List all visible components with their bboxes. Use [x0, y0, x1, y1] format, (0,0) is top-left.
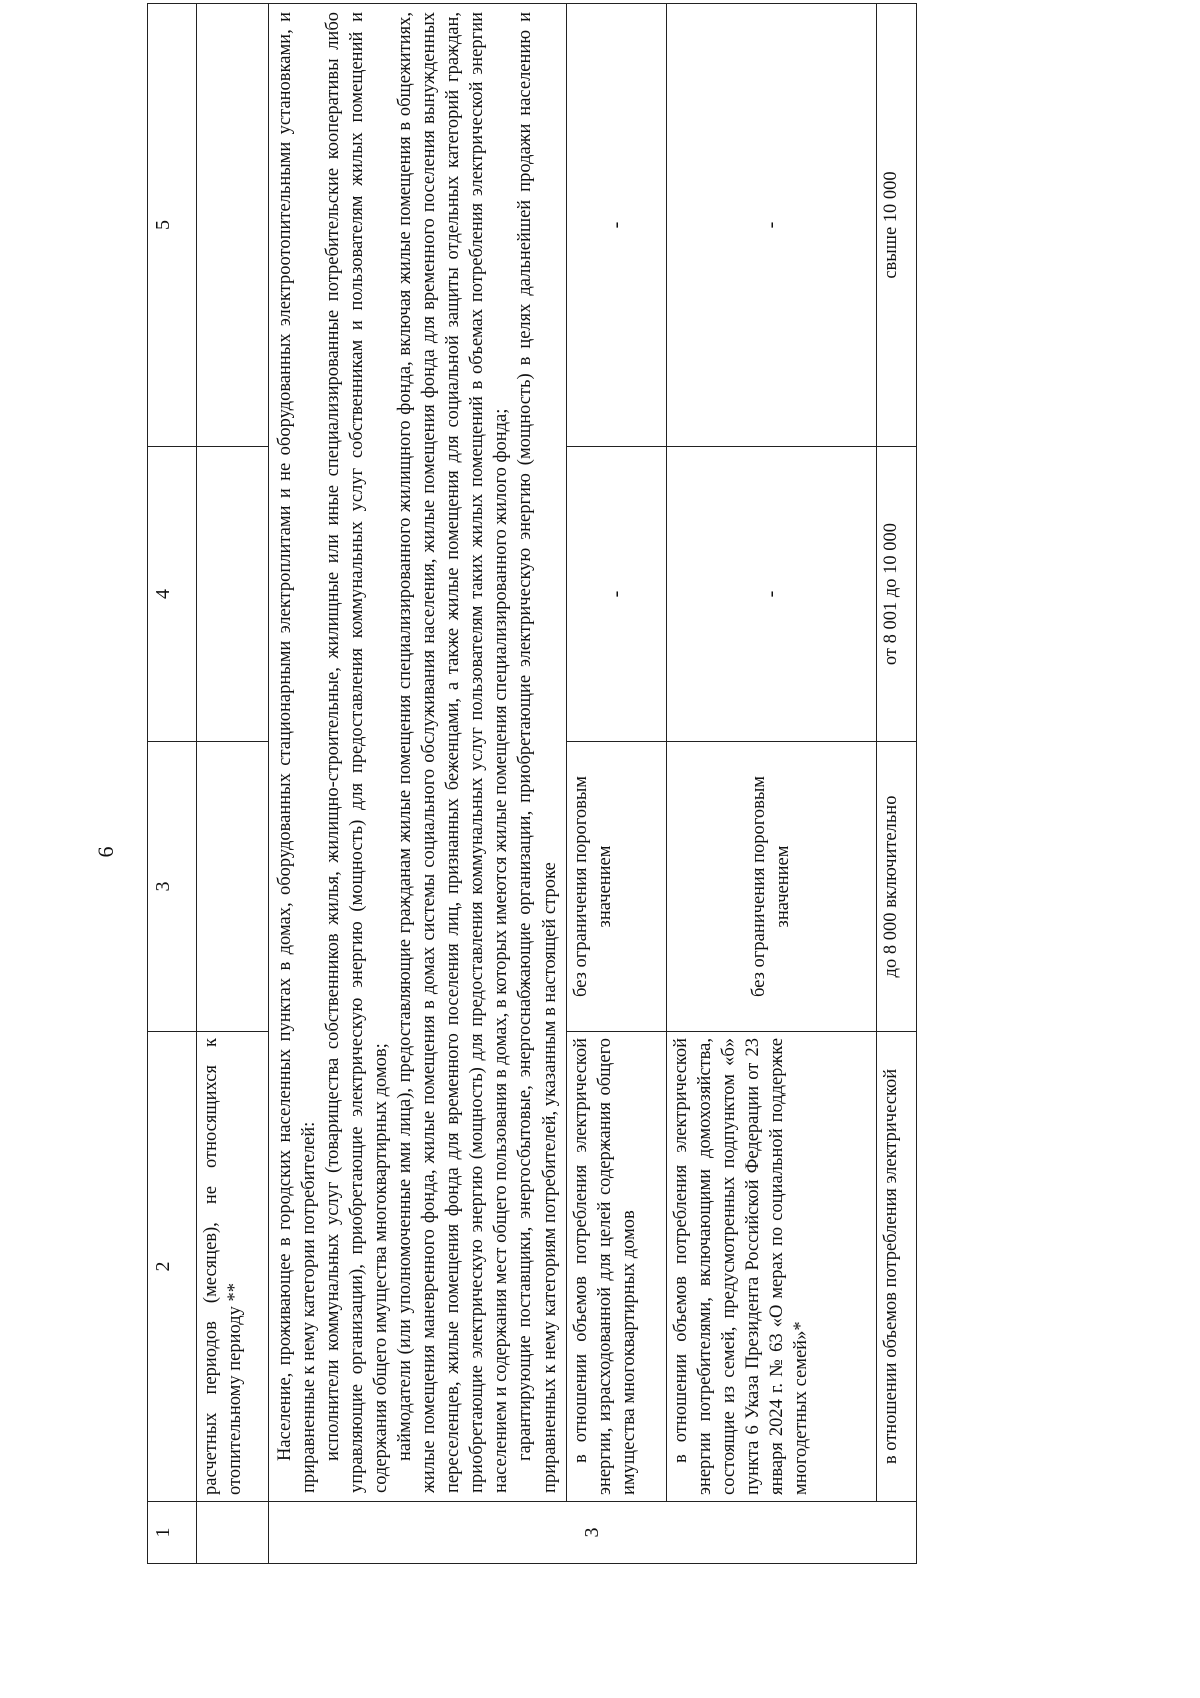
row-description: в отношении объемов потребления электрической энергии, израсходованной для целей содержания общего имущества многоквартирных домов — [566, 1032, 666, 1502]
column-header-2: 2 — [148, 1032, 197, 1502]
column-header-5: 5 — [148, 4, 197, 447]
continuation-empty-cell — [197, 447, 269, 742]
continuation-row — [197, 4, 269, 1564]
column-header-4: 4 — [148, 447, 197, 742]
section-number: 3 — [269, 1502, 917, 1564]
column-header-3: 3 — [148, 742, 197, 1032]
row-col5: свыше 10 000 — [876, 4, 916, 447]
page-number: 6 — [93, 846, 118, 858]
continuation-empty-cell — [197, 4, 269, 447]
table-row — [876, 4, 916, 1564]
continuation-number-cell — [197, 1502, 269, 1564]
continuation-text: расчетных периодов (месяцев), не относящихся к отопительному периоду ** — [197, 1032, 269, 1502]
row-range: до 8 000 включительно — [876, 742, 916, 1032]
section-row — [269, 4, 567, 1564]
row-description: в отношении объемов потребления электрической — [876, 1032, 916, 1502]
section-paragraph: исполнители коммунальных услуг (товарищества собственников жилья, жилищно-строительные, жилищные или иные специализированные потребительские кооперативы либо управляющие организации), приобретающие электрическую энергию (мощность) для предоставления коммунальных услуг собственникам и пользователям жилых помещений и содержания общего имущества многоквартирных домов; — [323, 12, 392, 1493]
column-number-row — [148, 4, 197, 1564]
row-col4: - — [666, 447, 876, 742]
table-row — [566, 4, 666, 1564]
section-paragraph: Население, проживающее в городских населенных пунктах в домах, оборудованных стационарными электроплитами и не оборудованных электроотопительными установками, и приравненные к нему категории потребителей: — [275, 12, 320, 1493]
row-col4: - — [566, 447, 666, 742]
row-range: без ограничения пороговым значением — [566, 742, 666, 1032]
rotated-table-wrapper — [147, 4, 1147, 1564]
row-description: в отношении объемов потребления электрической энергии потребителями, включающими домохозяйства, состоящие из семей, предусмотренных подпунктом «б» пункта 6 Указа Президента Российской Федерации от 23 января 2024 г. № 63 «О мерах по социальной поддержке многодетных семей»* — [666, 1032, 876, 1502]
section-paragraph: наймодатели (или уполномоченные ими лица), предоставляющие гражданам жилые помещения специализированного жилищного фонда, включая жилые помещения в общежитиях, жилые помещения маневренного фонда, жилые помещения в домах системы социального обслуживания населения, жилые помещения фонда для временного поселения вынужденных переселенцев, жилые помещения фонда для временного поселения лиц, признанных беженцами, а также жилые помещения для социальной защиты отдельных категорий граждан, приобретающие электрическую энергию (мощность) для предоставления коммунальных услуг пользователям таких жилых помещений в объемах потребления электрической энергии населением и содержания мест общего пользования в домах, в которых имеются жилые помещения специализированного жилого фонда; — [395, 12, 512, 1493]
column-header-1: 1 — [148, 1502, 197, 1564]
row-col5: - — [666, 4, 876, 447]
tariff-table — [147, 3, 917, 1564]
row-col5: - — [566, 4, 666, 447]
continuation-empty-cell — [197, 742, 269, 1032]
row-range: без ограничения пороговым значением — [666, 742, 876, 1032]
table-row — [666, 4, 876, 1564]
section-description — [269, 4, 567, 1502]
section-paragraph: гарантирующие поставщики, энергосбытовые, энергоснабжающие организации, приобретающие электрическую энергию (мощность) в целях дальнейшей продажи населению и приравненных к нему категориям потребителей, указанным в настоящей строке — [515, 12, 560, 1493]
row-col4: от 8 001 до 10 000 — [876, 447, 916, 742]
